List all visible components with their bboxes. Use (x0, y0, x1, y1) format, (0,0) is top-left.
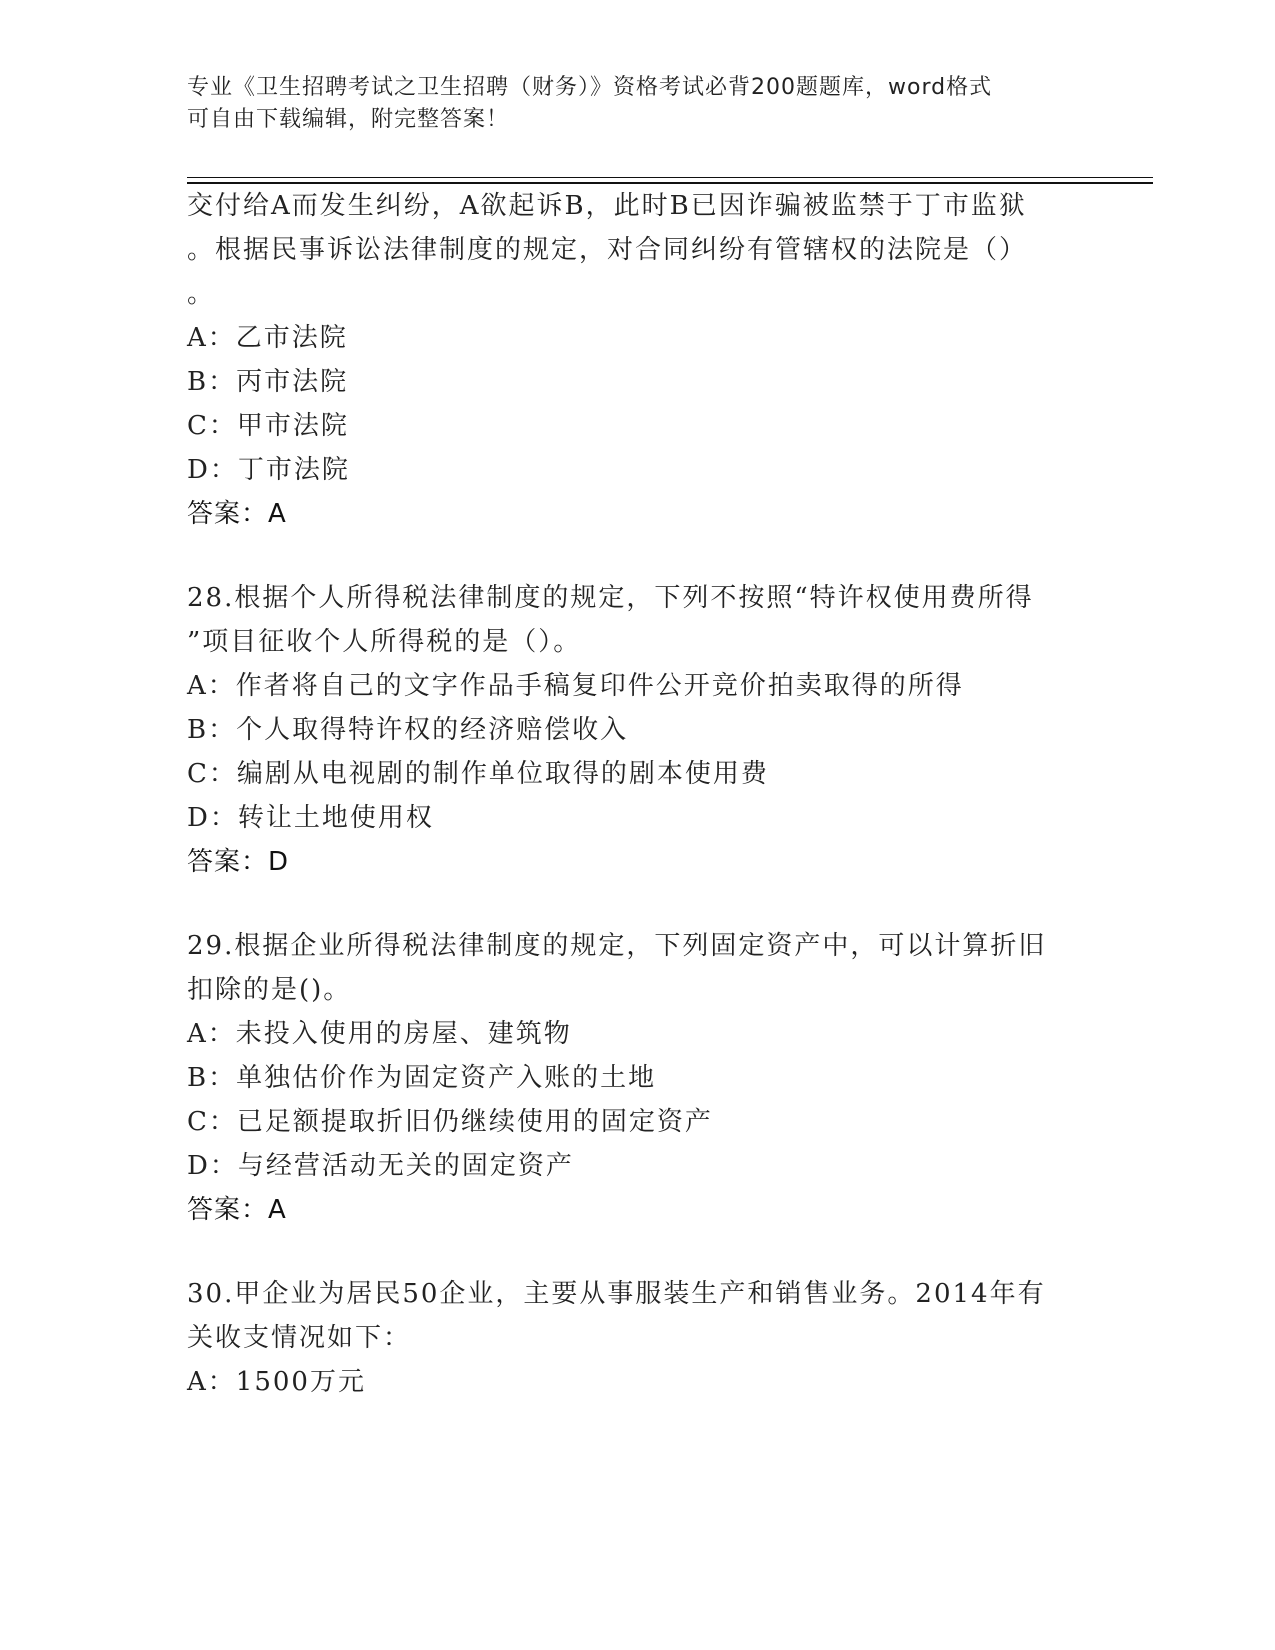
header-line-2: 可自由下载编辑，附完整答案！ (187, 107, 510, 132)
option-c: C：甲市法院 (187, 411, 349, 441)
header-line-1: 专业《卫生招聘考试之卫生招聘（财务）》资格考试必背200题题库，word格式 (187, 75, 993, 100)
question-stem-line: 29.根据企业所得税法律制度的规定，下列固定资产中，可以计算折旧 (187, 931, 1047, 961)
question-stem-line: ”项目征收个人所得税的是（）。 (187, 627, 582, 657)
document-header (187, 72, 1087, 136)
option-b: B：丙市法院 (187, 367, 349, 397)
option-b: B：单独估价作为固定资产入账的土地 (187, 1063, 657, 1093)
option-d: D：丁市法院 (187, 455, 350, 485)
option-a: A：乙市法院 (187, 323, 348, 353)
question-stem-line: 。 (187, 279, 216, 309)
header-rule-thin (187, 177, 1153, 178)
question-stem-line: 。根据民事诉讼法律制度的规定，对合同纠纷有管辖权的法院是（） (187, 235, 1028, 265)
answer-label: 答案：A (187, 499, 287, 529)
question-stem-line: 28.根据个人所得税法律制度的规定，下列不按照“特许权使用费所得 (187, 583, 1034, 613)
option-d: D：与经营活动无关的固定资产 (187, 1151, 574, 1181)
option-a: A：1500万元 (187, 1367, 366, 1397)
header-rule-thick (187, 182, 1153, 184)
question-stem-line: 扣除的是()。 (187, 975, 352, 1005)
option-d: D：转让土地使用权 (187, 803, 434, 833)
option-c: C：已足额提取折旧仍继续使用的固定资产 (187, 1107, 713, 1137)
option-a: A：作者将自己的文字作品手稿复印件公开竞价拍卖取得的所得 (187, 671, 964, 701)
option-c: C：编剧从电视剧的制作单位取得的剧本使用费 (187, 759, 769, 789)
question-stem-line: 30.甲企业为居民50企业，主要从事服装生产和销售业务。2014年有 (187, 1279, 1046, 1309)
answer-label: 答案：D (187, 847, 290, 877)
question-stem-line: 交付给A而发生纠纷，A欲起诉B，此时B已因诈骗被监禁于丁市监狱 (187, 191, 1027, 221)
answer-label: 答案：A (187, 1195, 287, 1225)
option-a: A：未投入使用的房屋、建筑物 (187, 1019, 572, 1049)
option-b: B：个人取得特许权的经济赔偿收入 (187, 715, 629, 745)
question-stem-line: 关收支情况如下： (187, 1323, 412, 1353)
